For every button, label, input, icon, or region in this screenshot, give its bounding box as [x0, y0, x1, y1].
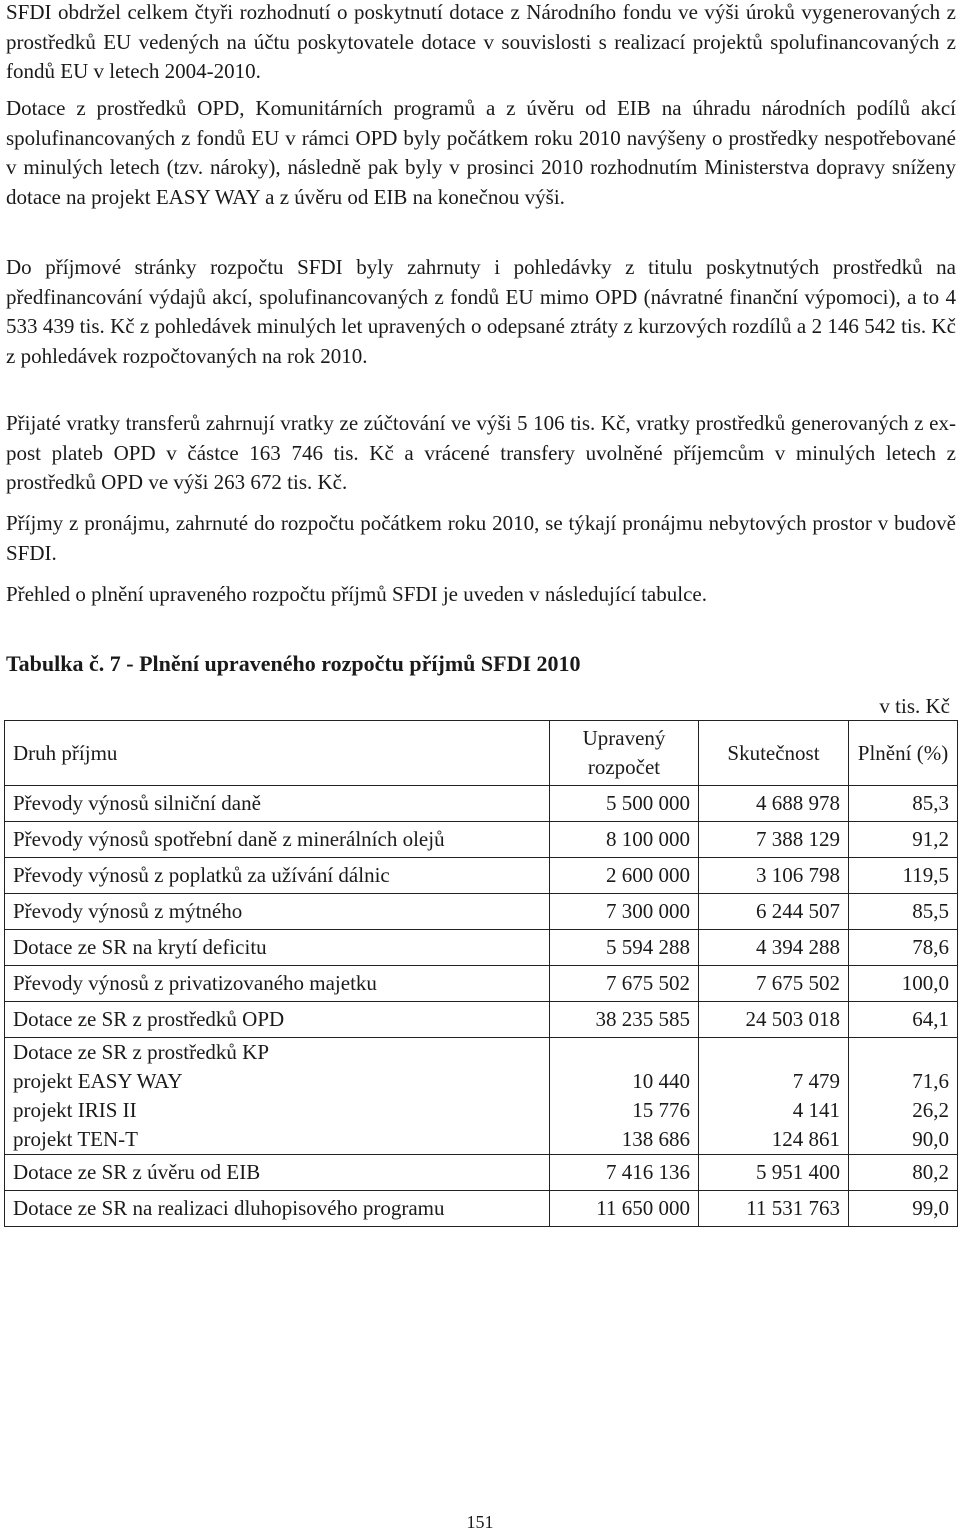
kp-item-plan: 15 776 [632, 1098, 690, 1122]
row-plan: 7 300 000 [550, 894, 699, 930]
header-income-type: Druh příjmu [5, 721, 550, 786]
kp-item-name: projekt EASY WAY [13, 1069, 183, 1093]
table-row [5, 822, 958, 858]
row-name: Převody výnosů z privatizovaného majetku [5, 966, 550, 1002]
row-plan: 2 600 000 [550, 858, 699, 894]
row-actual: 5 951 400 [699, 1155, 849, 1191]
paragraph-interest-grants: SFDI obdržel celkem čtyři rozhodnutí o poskytnutí dotace z Národního fondu ve výši úroků vygenerovaných z prostředků EU vedených na účtu poskytovatele dotace v souvislosti s realizací projektů spolufinancovaných z fondů EU v letech 2004-2010. [6, 0, 956, 83]
row-plan: 7 675 502 [550, 966, 699, 1002]
kp-group-plan-cell [550, 1038, 699, 1155]
kp-item-pct: 71,6 [912, 1069, 949, 1093]
table-row [5, 894, 958, 930]
table-row [5, 930, 958, 966]
row-pct: 85,5 [849, 894, 958, 930]
kp-group-pct-cell [849, 1038, 958, 1155]
kp-group-actual-cell [699, 1038, 849, 1155]
row-name: Převody výnosů z mýtného [5, 894, 550, 930]
table-row [5, 966, 958, 1002]
budget-income-table [4, 720, 958, 1227]
row-plan: 5 594 288 [550, 930, 699, 966]
kp-item-actual: 4 141 [792, 1098, 840, 1122]
kp-item-plan: 10 440 [632, 1069, 690, 1093]
kp-item-name: projekt TEN-T [13, 1127, 138, 1151]
table-row [5, 1002, 958, 1038]
row-actual: 7 388 129 [699, 822, 849, 858]
row-actual: 24 503 018 [699, 1002, 849, 1038]
row-pct: 91,2 [849, 822, 958, 858]
kp-item-plan: 138 686 [621, 1127, 690, 1151]
row-pct: 99,0 [849, 1191, 958, 1227]
kp-item-name: projekt IRIS II [13, 1098, 137, 1122]
row-name: Dotace ze SR z úvěru od EIB [5, 1155, 550, 1191]
row-plan: 7 416 136 [550, 1155, 699, 1191]
table-row-kp-group [5, 1038, 958, 1155]
table-caption: Tabulka č. 7 - Plnění upraveného rozpočtu příjmů SFDI 2010 [6, 651, 581, 676]
page-number: 151 [466, 1512, 494, 1532]
row-pct: 119,5 [849, 858, 958, 894]
row-pct: 100,0 [849, 966, 958, 1002]
row-pct: 85,3 [849, 786, 958, 822]
row-pct: 80,2 [849, 1155, 958, 1191]
row-plan: 38 235 585 [550, 1002, 699, 1038]
table-row [5, 1155, 958, 1191]
table-header-row [5, 721, 958, 786]
kp-group-title: Dotace ze SR z prostředků KP [13, 1040, 270, 1064]
kp-item-actual: 124 861 [771, 1127, 840, 1151]
kp-group-name-cell [5, 1038, 550, 1155]
header-fulfilment: Plnění (%) [849, 721, 958, 786]
row-actual: 4 688 978 [699, 786, 849, 822]
table-row [5, 786, 958, 822]
row-plan: 11 650 000 [550, 1191, 699, 1227]
row-name: Převody výnosů spotřební daně z minerálních olejů [5, 822, 550, 858]
table-row [5, 1191, 958, 1227]
row-actual: 11 531 763 [699, 1191, 849, 1227]
kp-item-pct: 90,0 [912, 1127, 949, 1151]
row-plan: 5 500 000 [550, 786, 699, 822]
row-name: Dotace ze SR na krytí deficitu [5, 930, 550, 966]
header-adjusted-budget: Upravený rozpočet [550, 721, 699, 786]
kp-item-pct: 26,2 [912, 1098, 949, 1122]
row-actual: 6 244 507 [699, 894, 849, 930]
row-actual: 3 106 798 [699, 858, 849, 894]
paragraph-rental-income: Příjmy z pronájmu, zahrnuté do rozpočtu počátkem roku 2010, se týkají pronájmu nebytových prostor v budově SFDI. [6, 511, 956, 565]
paragraph-transfer-returns: Přijaté vratky transferů zahrnují vratky ze zúčtování ve výši 5 106 tis. Kč, vratky prostředků generovaných z ex-post plateb OPD v částce 163 746 tis. Kč a vrácené transfery uvolněné příjemcům v minulých letech z prostředků OPD ve výši 263 672 tis. Kč. [6, 411, 956, 494]
row-name: Dotace ze SR na realizaci dluhopisového programu [5, 1191, 550, 1227]
paragraph-table-intro: Přehled o plnění upraveného rozpočtu příjmů SFDI je uveden v následující tabulce. [6, 582, 707, 606]
row-name: Převody výnosů silniční daně [5, 786, 550, 822]
table-unit-note: v tis. Kč [879, 694, 950, 718]
row-name: Převody výnosů z poplatků za užívání dálnic [5, 858, 550, 894]
row-pct: 64,1 [849, 1002, 958, 1038]
row-plan: 8 100 000 [550, 822, 699, 858]
paragraph-opd-grants: Dotace z prostředků OPD, Komunitárních programů a z úvěru od EIB na úhradu národních podílů akcí spolufinancovaných z fondů EU v rámci OPD byly počátkem roku 2010 navýšeny o prostředky nespotřebované v minulých letech (tzv. nároky), následně pak byly v prosinci 2010 rozhodnutím Ministerstva dopravy sníženy dotace na projekt EASY WAY a z úvěru od EIB na konečnou výši. [6, 96, 956, 209]
row-actual: 7 675 502 [699, 966, 849, 1002]
table-row [5, 858, 958, 894]
paragraph-receivables: Do příjmové stránky rozpočtu SFDI byly zahrnuty i pohledávky z titulu poskytnutých prostředků na předfinancování výdajů akcí, spolufinancovaných z fondů EU mimo OPD (návratné finanční výpomoci), a to 4 533 439 tis. Kč z pohledávek minulých let upravených o odepsané ztráty z kurzových rozdílů a 2 146 542 tis. Kč z pohledávek rozpočtovaných na rok 2010. [6, 255, 956, 368]
kp-item-actual: 7 479 [792, 1069, 840, 1093]
header-actual: Skutečnost [699, 721, 849, 786]
row-name: Dotace ze SR z prostředků OPD [5, 1002, 550, 1038]
row-actual: 4 394 288 [699, 930, 849, 966]
row-pct: 78,6 [849, 930, 958, 966]
